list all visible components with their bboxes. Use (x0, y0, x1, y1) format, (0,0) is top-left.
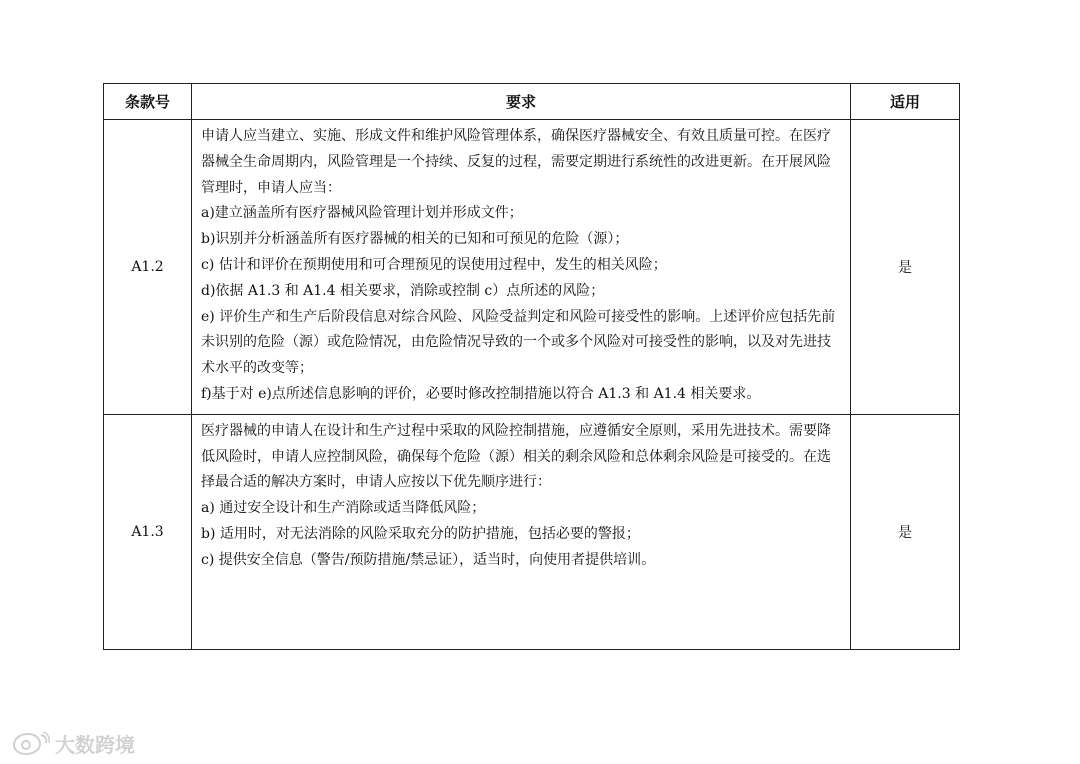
table-header-row (104, 84, 960, 120)
weibo-logo-icon (10, 731, 50, 757)
applicable-value: 是 (851, 120, 960, 415)
requirement-text (192, 414, 851, 649)
watermark-text: 大数跨境 (55, 733, 135, 757)
header-requirement: 要求 (192, 84, 851, 120)
watermark-logo (10, 729, 135, 758)
requirement-item: d)依据 A1.3 和 A1.4 相关要求，消除或控制 c）点所述的风险； (201, 282, 605, 299)
requirement-paragraph: 申请人应当建立、实施、形成文件和维护风险管理体系，确保医疗器械安全、有效且质量可控。在医疗器械全生命周期内，风险管理是一个持续、反复的过程，需要定期进行系统性的改进更新。在开展风险管理时，申请人应当： (201, 128, 831, 196)
clause-number: A1.2 (104, 120, 192, 415)
requirement-item: a)建立涵盖所有医疗器械风险管理计划并形成文件； (201, 205, 523, 222)
requirement-item: a) 通过安全设计和生产消除或适当降低风险； (201, 500, 486, 517)
requirement-item: f)基于对 e)点所述信息影响的评价，必要时修改控制措施以符合 A1.3 和 A1.4 相关要求。 (201, 385, 761, 402)
requirement-item: c) 估计和评价在预期使用和可合理预见的误使用过程中，发生的相关风险； (201, 256, 667, 273)
requirement-text (192, 120, 851, 415)
header-applicable: 适用 (851, 84, 960, 120)
applicable-value: 是 (851, 414, 960, 649)
table-row (104, 120, 960, 415)
clause-number: A1.3 (104, 414, 192, 649)
table-row (104, 414, 960, 649)
requirement-item: b) 适用时，对无法消除的风险采取充分的防护措施，包括必要的警报； (201, 525, 640, 542)
requirements-table (103, 83, 960, 650)
header-clause: 条款号 (104, 84, 192, 120)
requirement-item: b)识别并分析涵盖所有医疗器械的相关的已知和可预见的危险（源）； (201, 231, 629, 248)
requirement-item: e) 评价生产和生产后阶段信息对综合风险、风险受益判定和风险可接受性的影响。上述评价应包括先前未识别的危险（源）或危险情况，由危险情况导致的一个或多个风险对可接受性的影响，以及对先进技术水平的改变等； (201, 308, 836, 377)
requirement-paragraph: 医疗器械的申请人在设计和生产过程中采取的风险控制措施，应遵循安全原则，采用先进技术。需要降低风险时，申请人应控制风险，确保每个危险（源）相关的剩余风险和总体剩余风险是可接受的。在选择最合适的解决方案时，申请人应按以下优先顺序进行： (201, 422, 831, 491)
requirement-item: c) 提供安全信息（警告/预防措施/禁忌证），适当时，向使用者提供培训。 (201, 551, 656, 568)
